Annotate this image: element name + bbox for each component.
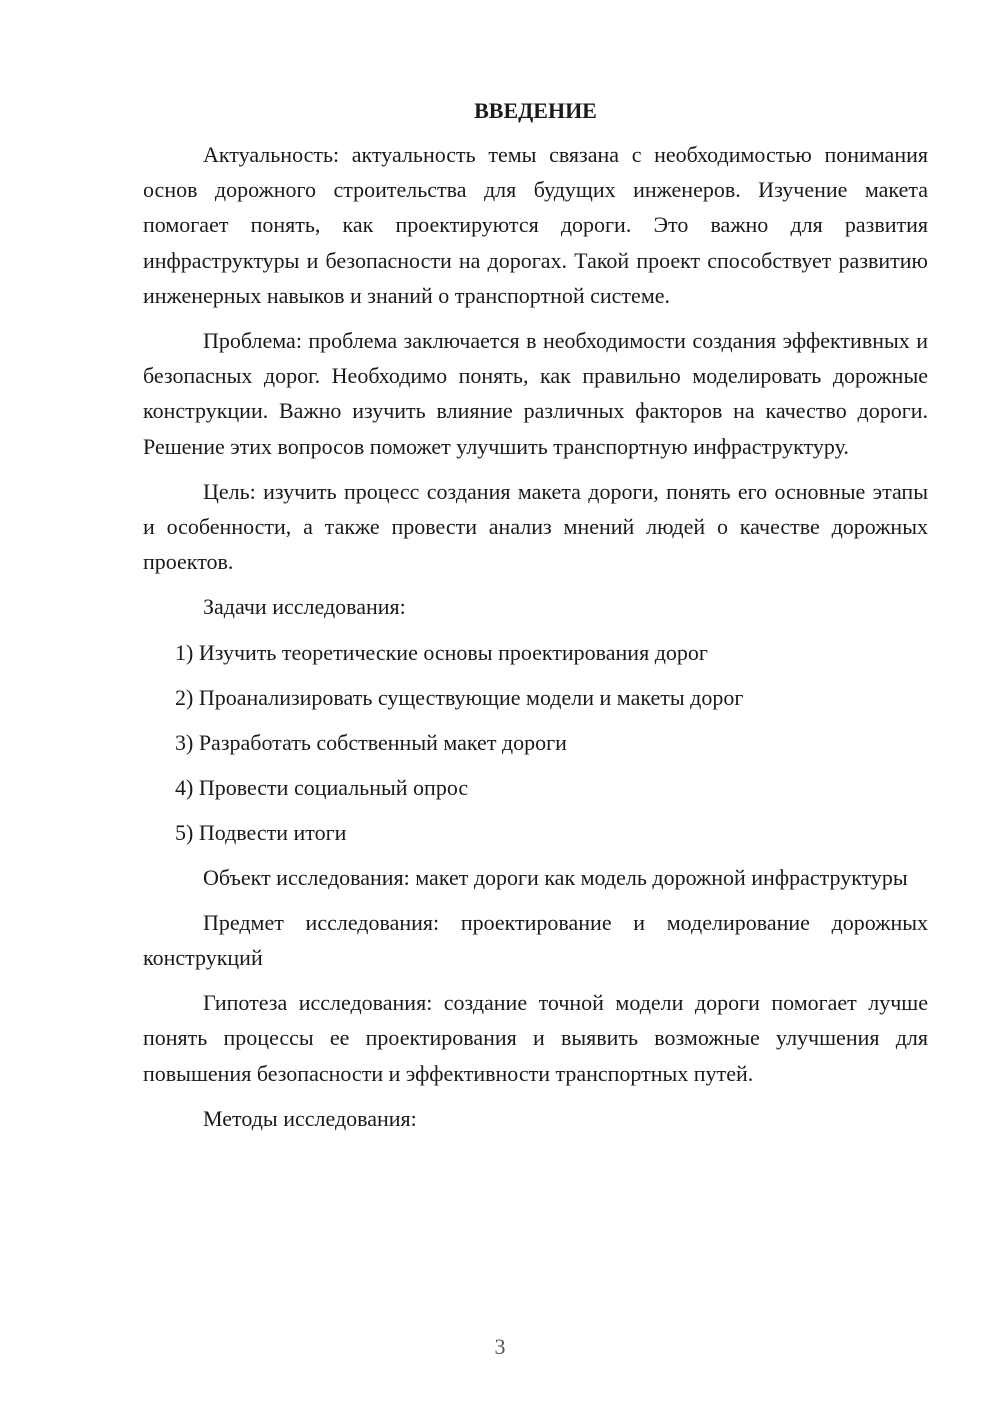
page-content	[143, 93, 928, 1146]
paragraph-tasks-intro: Задачи исследования:	[203, 594, 406, 620]
page-heading: ВВЕДЕНИЕ	[474, 98, 597, 123]
paragraph-hypothesis: Гипотеза исследования: создание точной модели дороги помогает лучше понять процессы ее проектирования и выявить возможные улучшения для повышения безопасности и эффективности транспортных путей.	[143, 990, 928, 1086]
paragraph-problem: Проблема: проблема заключается в необходимости создания эффективных и безопасных дорог. Необходимо понять, как правильно моделировать дорожные конструкции. Важно изучить влияние различных факторов на качество дороги. Решение этих вопросов поможет улучшить транспортную инфраструктуру.	[143, 328, 928, 459]
paragraph-object: Объект исследования: макет дороги как модель дорожной инфраструктуры	[203, 864, 908, 890]
list-item: 2) Проанализировать существующие модели и макеты дорог	[175, 684, 744, 710]
list-item: 3) Разработать собственный макет дороги	[175, 729, 567, 755]
paragraph-methods: Методы исследования:	[203, 1105, 417, 1131]
list-item: 4) Провести социальный опрос	[175, 774, 469, 800]
list-item: 5) Подвести итоги	[175, 819, 347, 845]
paragraph-relevance: Актуальность: актуальность темы связана с необходимостью понимания основ дорожного строительства для будущих инженеров. Изучение макета помогает понять, как проектируются дороги. Это важно для развития инфраструктуры и безопасности на дорогах. Такой проект способствует развитию инженерных навыков и знаний о транспортной системе.	[143, 142, 928, 308]
list-item: 1) Изучить теоретические основы проектирования дорог	[175, 639, 708, 665]
tasks-list	[143, 635, 928, 850]
paragraph-goal: Цель: изучить процесс создания макета дороги, понять его основные этапы и особенности, а также провести анализ мнений людей о качестве дорожных проектов.	[143, 478, 928, 575]
page-number: 3	[494, 1334, 506, 1359]
paragraph-subject: Предмет исследования: проектирование и моделирование дорожных конструкций	[143, 909, 928, 971]
